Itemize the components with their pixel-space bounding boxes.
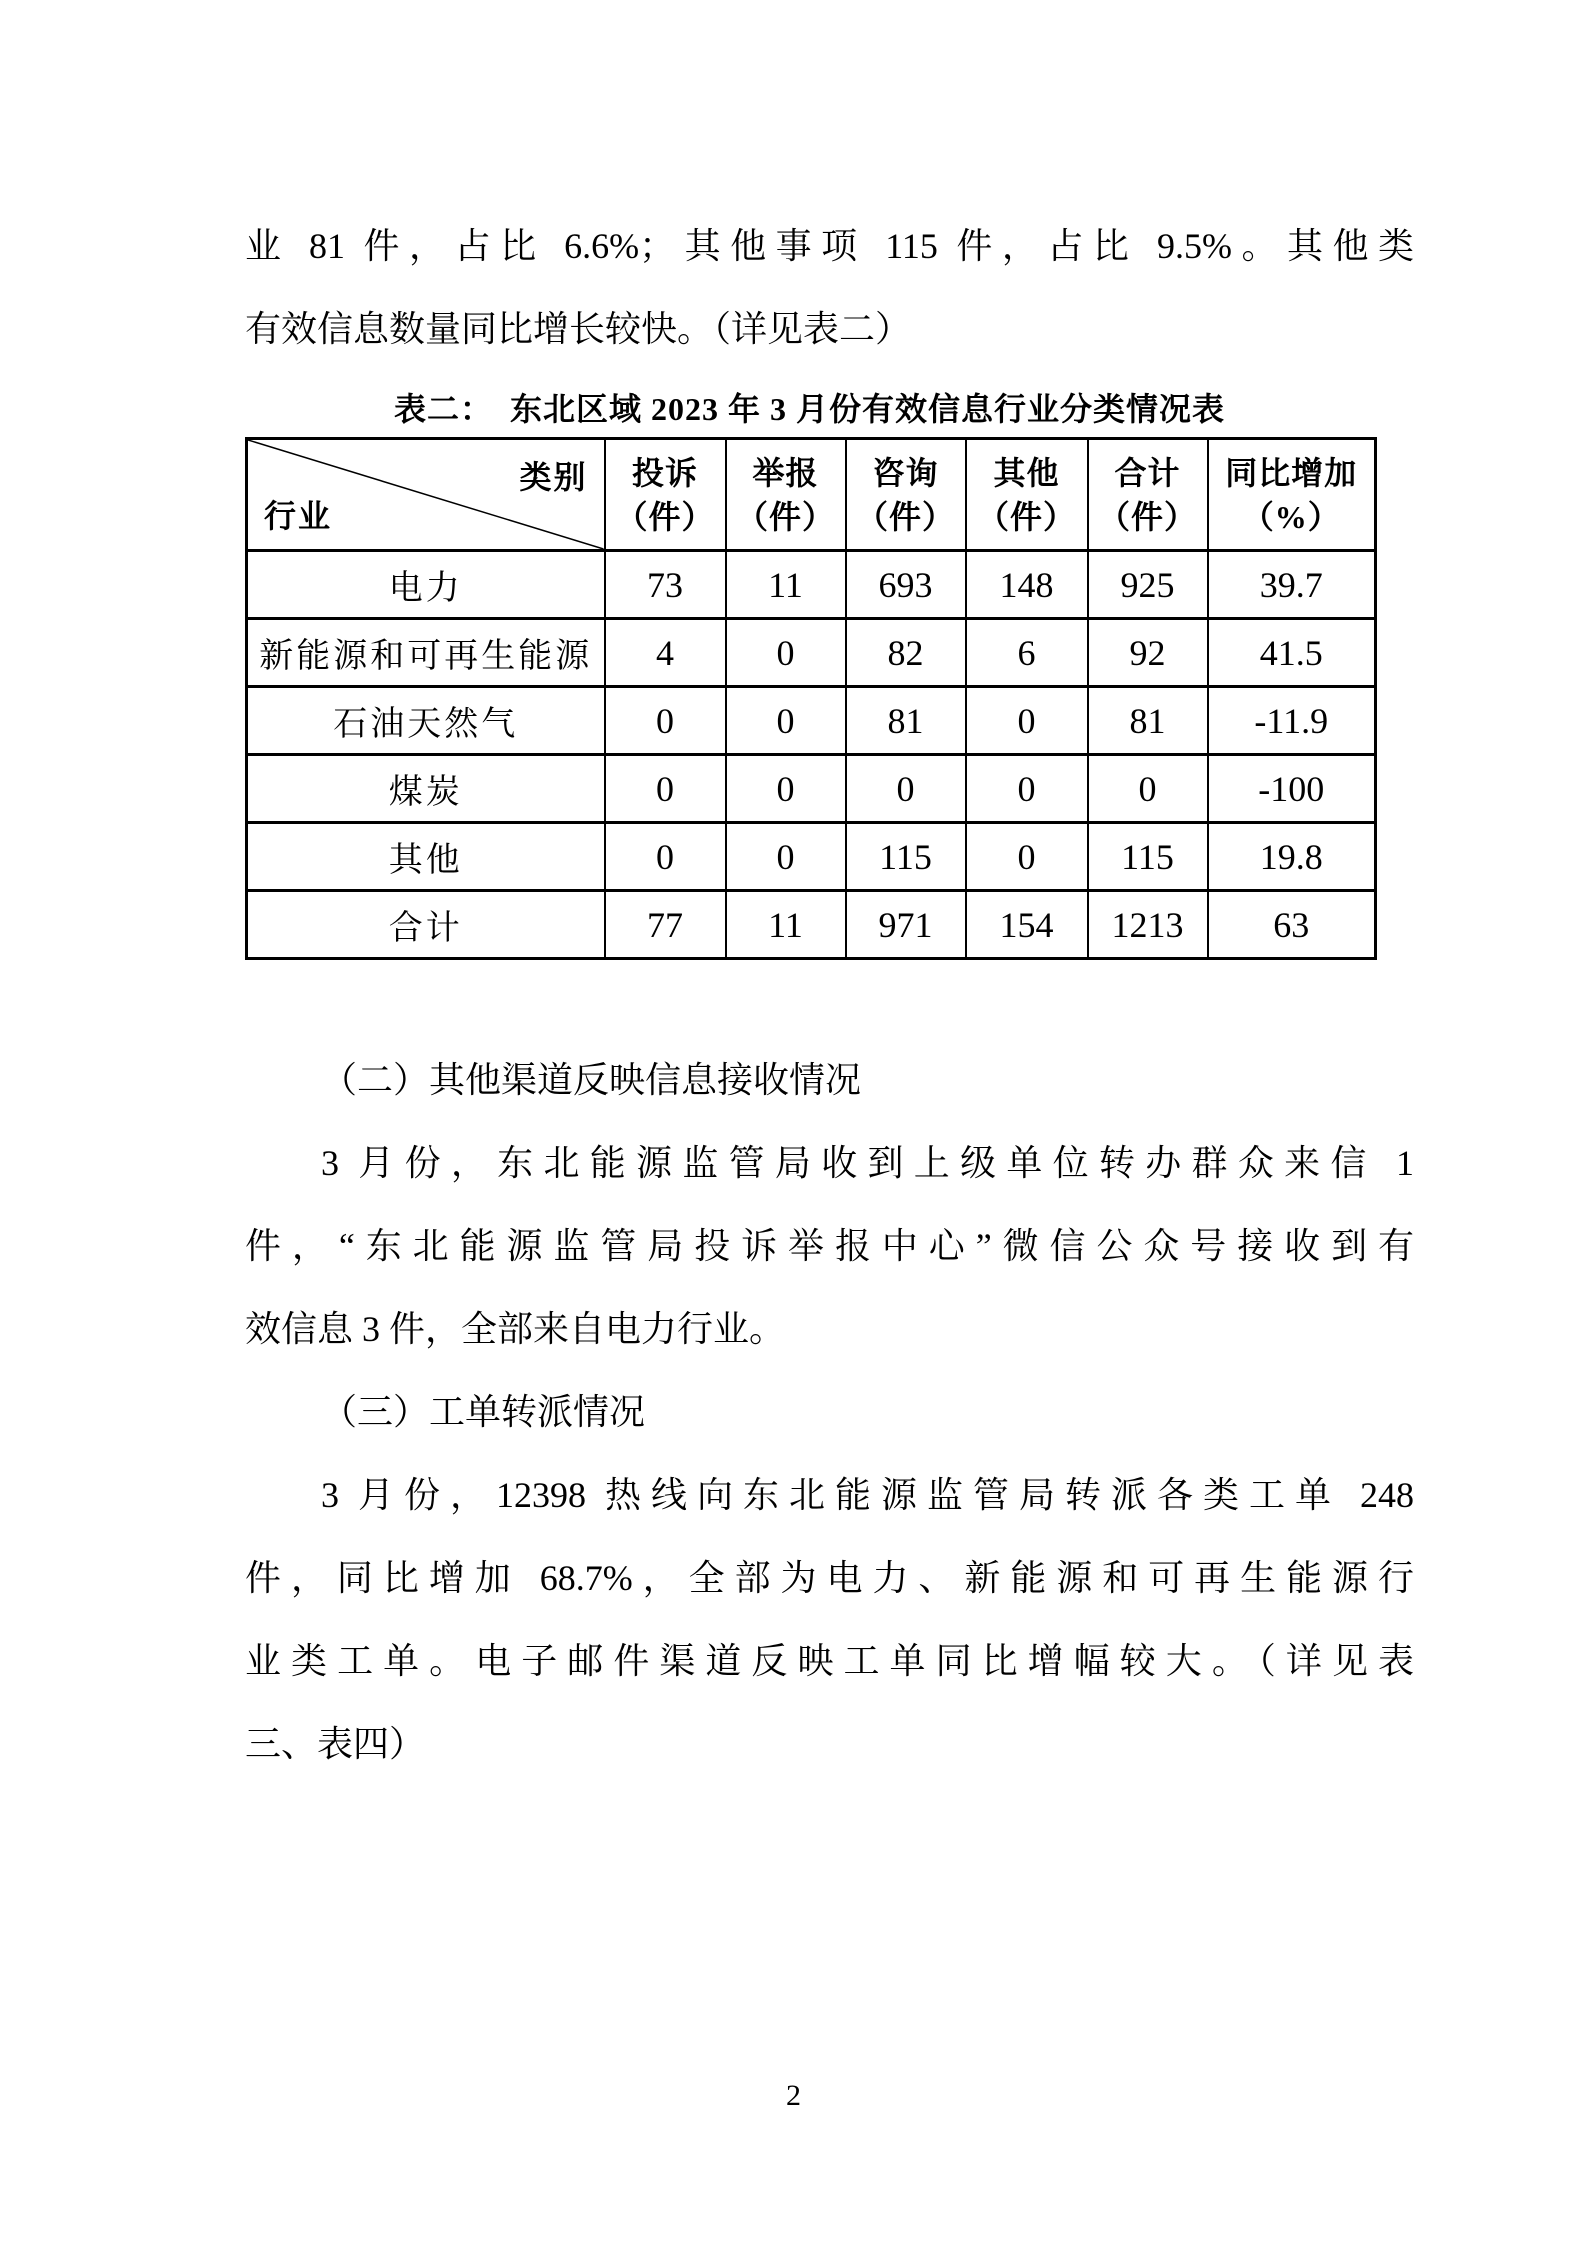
info-category-table <box>245 437 1377 960</box>
column-header-line: 咨询 <box>872 454 939 491</box>
table-cell: 92 <box>1088 619 1208 687</box>
column-header-line: 同比增加 <box>1225 454 1358 491</box>
paragraph-line: 有效信息数量同比增长较快。（详见表二） <box>245 309 912 349</box>
table-header-row <box>247 439 1376 551</box>
paragraph-line: 件，“东北能源监管局投诉举报中心”微信公众号接收到有 <box>245 1226 1414 1266</box>
row-label: 新能源和可再生能源 <box>247 619 605 687</box>
table-cell: 0 <box>846 755 966 823</box>
column-header <box>726 439 846 551</box>
column-header <box>846 439 966 551</box>
row-label: 石油天然气 <box>247 687 605 755</box>
table-cell: 0 <box>605 823 726 891</box>
table-cell: 11 <box>726 891 846 959</box>
table-cell: 39.7 <box>1208 551 1376 619</box>
table-cell: 11 <box>726 551 846 619</box>
column-header-line: （件） <box>615 498 715 535</box>
paragraph-line: 件，同比增加 68.7%，全部为电力、新能源和可再生能源行 <box>245 1558 1414 1598</box>
corner-label-industry: 行业 <box>264 498 333 534</box>
section-heading-2: （二）其他渠道反映信息接收情况 <box>321 1060 862 1100</box>
table-row <box>247 755 1376 823</box>
column-header-line: （件） <box>855 498 955 535</box>
table-cell: 0 <box>726 687 846 755</box>
table-row <box>247 891 1376 959</box>
table-cell: 0 <box>966 823 1088 891</box>
table-cell: 41.5 <box>1208 619 1376 687</box>
page-number: 2 <box>786 2079 801 2112</box>
table-cell: 0 <box>605 755 726 823</box>
table-row <box>247 823 1376 891</box>
table-cell: 0 <box>966 755 1088 823</box>
column-header <box>1088 439 1208 551</box>
corner-header-cell <box>247 439 605 551</box>
table-cell: 82 <box>846 619 966 687</box>
table-cell: 4 <box>605 619 726 687</box>
column-header <box>966 439 1088 551</box>
column-header-line: （%） <box>1241 498 1341 535</box>
table-cell: 115 <box>846 823 966 891</box>
column-header-line: 投诉 <box>631 454 698 491</box>
table-cell: 1213 <box>1088 891 1208 959</box>
row-label: 电力 <box>247 551 605 619</box>
row-label: 煤炭 <box>247 755 605 823</box>
paragraph-line: 效信息 3 件，全部来自电力行业。 <box>245 1309 786 1349</box>
table-cell: 971 <box>846 891 966 959</box>
column-header-line: 其他 <box>993 454 1060 491</box>
table-cell: 148 <box>966 551 1088 619</box>
paragraph-line: 业类工单。电子邮件渠道反映工单同比增幅较大。（详见表 <box>245 1641 1414 1681</box>
column-header-line: 举报 <box>752 454 819 491</box>
table-cell: 0 <box>726 619 846 687</box>
table-cell: 925 <box>1088 551 1208 619</box>
table-cell: 115 <box>1088 823 1208 891</box>
table-cell: 73 <box>605 551 726 619</box>
paragraph-line: 3 月份，12398 热线向东北能源监管局转派各类工单 248 <box>321 1475 1414 1515</box>
table-cell: 0 <box>605 687 726 755</box>
table-cell: 77 <box>605 891 726 959</box>
column-header-line: （件） <box>976 498 1076 535</box>
table-cell: 0 <box>726 823 846 891</box>
row-label: 其他 <box>247 823 605 891</box>
paragraph-line: 三、表四） <box>245 1724 426 1764</box>
row-label: 合计 <box>247 891 605 959</box>
table-cell: -11.9 <box>1208 687 1376 755</box>
table-cell: 0 <box>1088 755 1208 823</box>
column-header <box>1208 439 1376 551</box>
table-row <box>247 551 1376 619</box>
table-row <box>247 619 1376 687</box>
table-cell: 6 <box>966 619 1088 687</box>
table-cell: 81 <box>1088 687 1208 755</box>
column-header-line: （件） <box>735 498 835 535</box>
table-row <box>247 687 1376 755</box>
column-header-line: 合计 <box>1114 454 1181 491</box>
table-cell: 693 <box>846 551 966 619</box>
table-cell: 63 <box>1208 891 1376 959</box>
section-heading-3: （三）工单转派情况 <box>321 1392 646 1432</box>
paragraph-line: 3 月份，东北能源监管局收到上级单位转办群众来信 1 <box>321 1143 1414 1183</box>
corner-label-category: 类别 <box>519 459 588 495</box>
table-cell: 0 <box>726 755 846 823</box>
table-cell: 19.8 <box>1208 823 1376 891</box>
table-cell: 0 <box>966 687 1088 755</box>
table-caption: 表二： 东北区域 2023 年 3 月份有效信息行业分类情况表 <box>393 391 1225 427</box>
column-header <box>605 439 726 551</box>
column-header-line: （件） <box>1097 498 1197 535</box>
table-cell: 154 <box>966 891 1088 959</box>
paragraph-line: 业 81 件，占比 6.6%；其他事项 115 件，占比 9.5%。其他类 <box>245 226 1414 266</box>
table-cell: 81 <box>846 687 966 755</box>
table-cell: -100 <box>1208 755 1376 823</box>
